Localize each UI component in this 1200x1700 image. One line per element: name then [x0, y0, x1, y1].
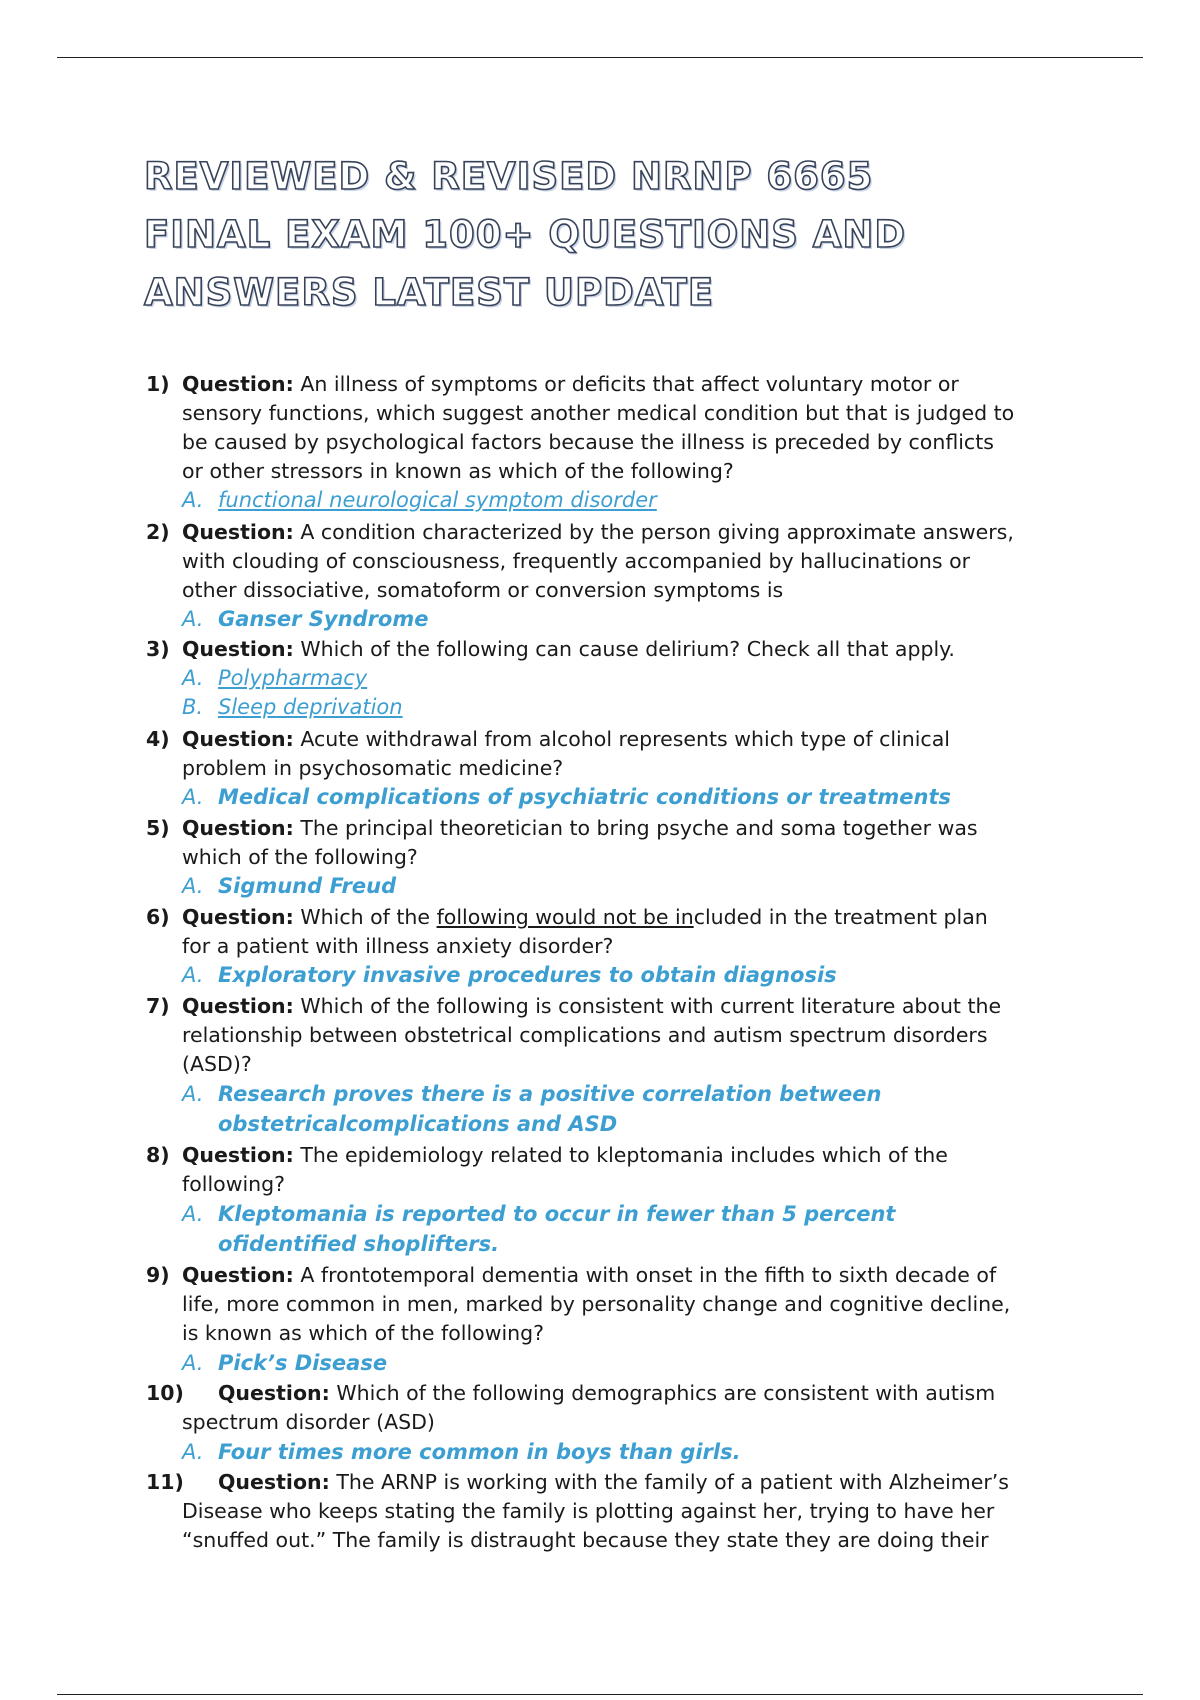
question-number: 8) [146, 1143, 170, 1167]
question-number: 6) [146, 905, 170, 929]
question-line: cluded in the treatment plan [693, 905, 988, 929]
question-line: “snuffed out.” The family is distraught because they state they are doing their [182, 1528, 989, 1552]
bottom-rule [57, 1694, 1143, 1695]
question-text [218, 1468, 1009, 1497]
question-number: 3) [146, 637, 170, 661]
question-line: is known as which of the following? [182, 1321, 545, 1345]
answer-letter: B. [182, 695, 204, 719]
question-line: which of the following? [182, 845, 418, 869]
answer-letter: A. [182, 607, 204, 631]
question-line: or other stressors in known as which of the following? [182, 459, 734, 483]
question-label: Question: [218, 1470, 330, 1494]
answer-letter: A. [182, 785, 204, 809]
question-line: following? [182, 1172, 286, 1196]
answer-text: Ganser Syndrome [218, 607, 429, 631]
question-text [182, 635, 955, 664]
answer-text: Sigmund Freud [218, 874, 397, 898]
question-text [182, 1261, 996, 1290]
question-text [182, 1141, 948, 1170]
answer [182, 1438, 741, 1467]
question-line: relationship between obstetrical complications and autism spectrum disorders [182, 1023, 988, 1047]
question-line: spectrum disorder (ASD) [182, 1410, 435, 1434]
question-line: other dissociative, somatoform or conversion symptoms is [182, 578, 784, 602]
answer-text: Four times more common in boys than girls. [218, 1440, 741, 1464]
answer-letter: A. [182, 1082, 204, 1106]
title-line-1: REVIEWED & REVISED NRNP 6665 [144, 155, 874, 198]
answer-letter: A. [182, 666, 204, 690]
question-number: 10) [146, 1381, 184, 1405]
answer [182, 1200, 895, 1229]
answer [182, 605, 428, 634]
answer-text: Research proves there is a positive correlation between [218, 1082, 882, 1106]
question-label: Question: [182, 1143, 294, 1167]
question-label: Question: [182, 372, 294, 396]
question-label: Question: [182, 905, 294, 929]
question-line: The ARNP is working with the family of a patient with Alzheimer’s [336, 1470, 1009, 1494]
answer-text: Polypharmacy [218, 666, 368, 690]
question-line: problem in psychosomatic medicine? [182, 756, 564, 780]
answer-text: Kleptomania is reported to occur in fewer than 5 percent [218, 1202, 896, 1226]
question-text [182, 518, 1014, 547]
question-label: Question: [182, 994, 294, 1018]
question-line: with clouding of consciousness, frequently accompanied by hallucinations or [182, 549, 971, 573]
question-text [182, 992, 1001, 1021]
answer [182, 783, 951, 812]
question-line: A condition characterized by the person giving approximate answers, [300, 520, 1014, 544]
question-line: Which of the [300, 905, 437, 929]
answer [182, 1080, 881, 1109]
answer-continuation: obstetricalcomplications and ASD [218, 1112, 618, 1136]
question-line: Which of the following demographics are consistent with autism [336, 1381, 996, 1405]
question-line: A frontotemporal dementia with onset in the fifth to sixth decade of [300, 1263, 997, 1287]
question-label: Question: [182, 816, 294, 840]
answer-continuation: ofidentified shoplifters. [218, 1232, 500, 1256]
answer [182, 961, 837, 990]
answer-text: functional neurological symptom disorder [218, 488, 657, 512]
answer-letter: A. [182, 963, 204, 987]
answer-letter: A. [182, 874, 204, 898]
question-label: Question: [182, 520, 294, 544]
question-line: Acute withdrawal from alcohol represents which type of clinical [300, 727, 950, 751]
question-line: The epidemiology related to kleptomania includes which of the [300, 1143, 948, 1167]
question-number: 1) [146, 372, 170, 396]
question-text [182, 903, 988, 932]
question-number: 11) [146, 1470, 184, 1494]
question-line: An illness of symptoms or deficits that affect voluntary motor or [300, 372, 959, 396]
question-number: 5) [146, 816, 170, 840]
question-number: 2) [146, 520, 170, 544]
answer-text: Pick’s Disease [218, 1351, 388, 1375]
question-line: sensory functions, which suggest another medical condition but that is judged to [182, 401, 1015, 425]
question-text [182, 370, 959, 399]
answer [182, 664, 367, 693]
question-number: 4) [146, 727, 170, 751]
question-label: Question: [182, 727, 294, 751]
answer-text: Exploratory invasive procedures to obtain diagnosis [218, 963, 837, 987]
question-text [218, 1379, 995, 1408]
answer-letter: A. [182, 1440, 204, 1464]
title-line-3: ANSWERS LATEST UPDATE [144, 271, 715, 314]
question-line: (ASD)? [182, 1052, 252, 1076]
question-text [182, 725, 950, 754]
answer-letter: A. [182, 488, 204, 512]
underlined-phrase: following would not be in [436, 905, 694, 929]
question-number: 7) [146, 994, 170, 1018]
answer-text: Medical complications of psychiatric conditions or treatments [218, 785, 951, 809]
question-label: Question: [182, 637, 294, 661]
answer [182, 486, 657, 515]
title-line-2: FINAL EXAM 100+ QUESTIONS AND [144, 213, 907, 256]
question-line: life, more common in men, marked by personality change and cognitive decline, [182, 1292, 1011, 1316]
answer [182, 872, 396, 901]
question-line: be caused by psychological factors because the illness is preceded by conflicts [182, 430, 994, 454]
question-line: Which of the following is consistent with current literature about the [300, 994, 1002, 1018]
answer [182, 693, 403, 722]
question-text [182, 814, 978, 843]
answer-text: Sleep deprivation [218, 695, 403, 719]
answer-letter: A. [182, 1351, 204, 1375]
question-line: The principal theoretician to bring psyche and soma together was [300, 816, 978, 840]
question-number: 9) [146, 1263, 170, 1287]
answer [182, 1349, 387, 1378]
question-line: for a patient with illness anxiety disorder? [182, 934, 614, 958]
question-label: Question: [218, 1381, 330, 1405]
answer-letter: A. [182, 1202, 204, 1226]
question-line: Disease who keeps stating the family is plotting against her, trying to have her [182, 1499, 995, 1523]
question-line: Which of the following can cause delirium? Check all that apply. [300, 637, 955, 661]
question-label: Question: [182, 1263, 294, 1287]
